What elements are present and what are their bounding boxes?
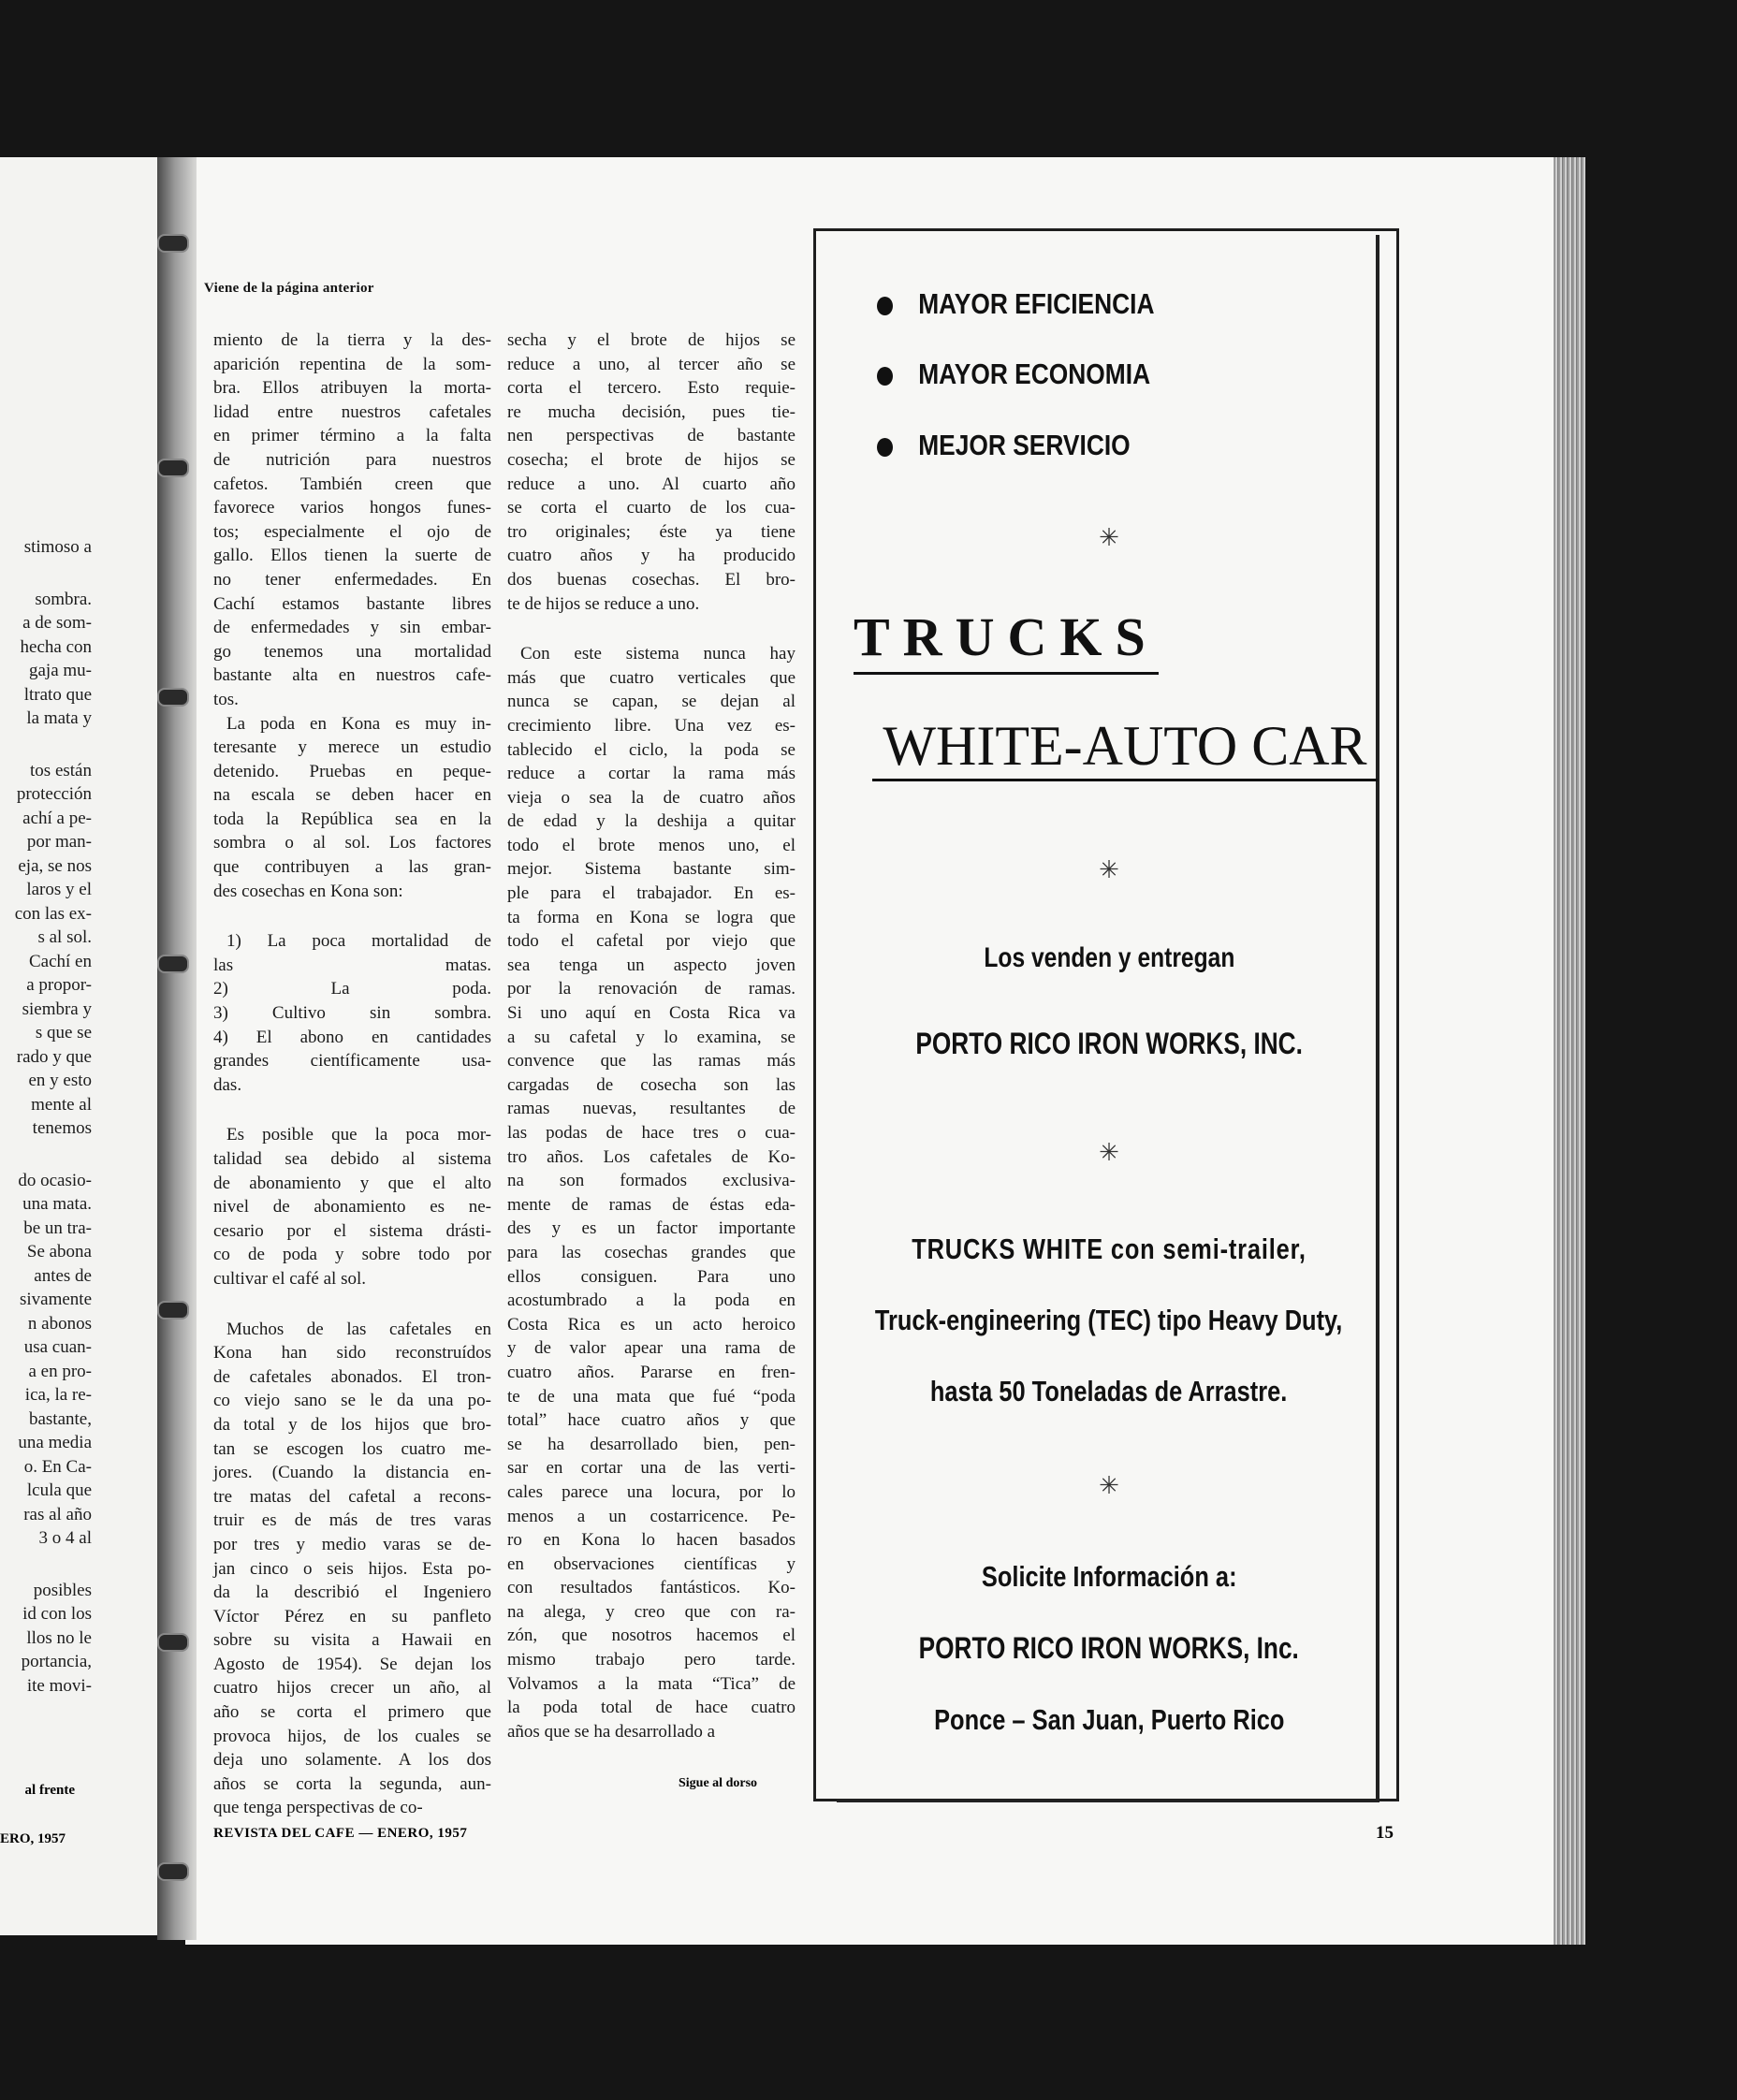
text-line: provoca hijos, de los cuales se — [213, 1726, 491, 1746]
text-line: cultivar el café al sol. — [213, 1268, 367, 1289]
text-line: más que cuatro verticales que — [507, 667, 796, 688]
text-line: ellos consiguen. Para uno — [507, 1266, 796, 1287]
text-line: reduce a uno, al tercer año se — [507, 354, 796, 374]
text-line: mente al — [31, 1094, 92, 1115]
text-line: tan se escogen los cuatro me- — [213, 1438, 491, 1459]
ad-spec-line: Truck-engineering (TEC) tipo Heavy Duty, — [875, 1304, 1343, 1336]
binder-ring — [157, 1301, 189, 1320]
text-line: sea tenga un aspecto joven — [507, 955, 796, 975]
text-line: Volvamos a la mata “Tica” de — [507, 1673, 796, 1694]
text-line: por man- — [26, 832, 92, 852]
text-line: re mucha decisión, pues tie- — [507, 401, 796, 422]
text-line: mismo trabajo pero tarde. — [507, 1650, 796, 1670]
ad-company-contact: PORTO RICO IRON WORKS, Inc. — [918, 1631, 1300, 1665]
text-line: Es posible que la poca mor- — [226, 1125, 491, 1145]
text-line: sombra o al sol. Los factores — [213, 833, 491, 853]
page-stack-edge — [1554, 157, 1585, 1945]
text-line: que contribuyen a las gran- — [213, 857, 491, 878]
text-line: año se corta el primero que — [213, 1702, 491, 1723]
running-footer: REVISTA DEL CAFE — ENERO, 1957 — [213, 1826, 468, 1841]
text-line: cales parece una locura, por lo — [507, 1481, 796, 1502]
text-line: Agosto de 1954). Se dejan los — [213, 1654, 491, 1674]
text-line: bastante, — [28, 1408, 92, 1429]
text-line: cesario por el sistema drásti- — [213, 1220, 491, 1241]
facing-page-column — [0, 535, 92, 1698]
text-line: deja uno solamente. A los dos — [213, 1750, 491, 1771]
text-line: sobre su visita a Hawaii en — [213, 1630, 491, 1651]
facing-page — [0, 157, 168, 1935]
text-line: eja, se nos — [18, 855, 92, 876]
text-line: lidad entre nuestros cafetales — [213, 401, 491, 422]
text-line: por la renovación de ramas. — [507, 979, 796, 999]
text-line: des cosechas en Kona son: — [213, 881, 403, 901]
text-line: convence que las ramas más — [507, 1051, 796, 1072]
text-line: Kona han sido reconstruídos — [213, 1343, 491, 1364]
ad-request-info: Solicite Información a: — [981, 1560, 1237, 1593]
binder-ring — [157, 459, 189, 477]
text-line: años se corta la segunda, aun- — [213, 1773, 491, 1794]
text-line: ras al año — [23, 1504, 92, 1524]
asterisk-ornament-icon: ✳ — [1099, 1139, 1119, 1166]
text-line: de abonamiento y que el alto — [213, 1173, 491, 1193]
text-line: tro años. Los cafetales de Ko- — [507, 1146, 796, 1167]
text-line: ltrato que — [23, 684, 92, 705]
text-line: ramas nuevas, resultantes de — [507, 1099, 796, 1119]
text-line: be un tra- — [23, 1218, 92, 1238]
text-line: 3 o 4 al — [38, 1528, 92, 1548]
text-line: das. — [213, 1074, 242, 1095]
text-line: tos; especialmente el ojo de — [213, 521, 491, 542]
text-line: tenemos — [32, 1118, 92, 1138]
ad-bullet-text: MEJOR SERVICIO — [918, 429, 1131, 461]
binder-ring — [157, 688, 189, 707]
asterisk-ornament-icon: ✳ — [1099, 524, 1119, 551]
text-line: en observaciones científicas y — [507, 1553, 796, 1574]
text-line: ro en Kona lo hacen basados — [507, 1530, 796, 1551]
text-line: sar en cortar una de las verti- — [507, 1458, 796, 1479]
text-line: bastante alta en nuestros cafe- — [213, 665, 491, 686]
ad-bullet — [877, 357, 1150, 391]
text-line: cuatro años. Pararse en fren- — [507, 1362, 796, 1382]
text-line: hecha con — [20, 636, 92, 657]
text-line: de edad y la deshija a quitar — [507, 811, 796, 832]
text-line: go tenemos una mortalidad — [213, 641, 491, 662]
text-line: acostumbrado a la poda en — [507, 1291, 796, 1311]
text-line: tablecido el ciclo, la poda se — [507, 739, 796, 760]
text-line: co de poda y sobre todo por — [213, 1245, 491, 1265]
text-line: a de som- — [22, 613, 92, 633]
text-line: gaja mu- — [28, 661, 92, 680]
text-line: total” hace cuatro años y que — [507, 1410, 796, 1431]
text-line: Víctor Pérez en su panfleto — [213, 1606, 491, 1626]
text-line: en primer término a la falta — [213, 426, 491, 446]
binder-ring — [157, 955, 189, 973]
text-line: Cachí en — [28, 951, 92, 971]
text-line: sombra. — [35, 589, 92, 609]
text-line: n abonos — [27, 1313, 92, 1334]
binder-ring — [157, 1862, 189, 1881]
text-line: achí a pe- — [22, 808, 92, 828]
text-line: 1) La poca mortalidad de — [226, 931, 491, 952]
text-line: nivel de abonamiento es ne- — [213, 1197, 491, 1218]
text-line: con resultados fantásticos. Ko- — [507, 1578, 796, 1598]
paragraph-gap — [213, 903, 491, 929]
text-line: o. En Ca- — [23, 1456, 92, 1477]
text-line: la poda total de hace cuatro — [507, 1698, 796, 1718]
text-line: de nutrición para nuestros — [213, 449, 491, 470]
paragraph-gap — [0, 1551, 92, 1579]
ad-bullet — [877, 287, 1155, 321]
text-line: las matas. — [213, 955, 491, 975]
text-line: 4) El abono en cantidades — [213, 1027, 491, 1047]
ad-trucks-heading: TRUCKS — [854, 605, 1159, 675]
text-line: vieja o sea la de cuatro años — [507, 787, 796, 808]
text-line: Si uno aquí en Costa Rica va — [507, 1003, 796, 1024]
text-line: rado y que — [16, 1046, 92, 1067]
text-line: aparición repentina de la som- — [213, 354, 491, 374]
text-line: toda la República sea en la — [213, 809, 491, 829]
text-line: ta forma en Kona se logra que — [507, 907, 796, 927]
paragraph-gap — [0, 1141, 92, 1169]
text-line: una mata. — [22, 1194, 92, 1214]
text-line: teresante y merece un estudio — [213, 737, 491, 758]
binder-ring — [157, 234, 189, 253]
text-line: posibles — [33, 1580, 92, 1600]
text-line: Con este sistema nunca hay — [520, 644, 796, 664]
text-line: do ocasio- — [18, 1170, 92, 1190]
text-line: antes de — [34, 1265, 92, 1286]
page-number: 15 — [1376, 1823, 1394, 1843]
text-line: que tenga perspectivas de co- — [213, 1798, 423, 1818]
text-line: dos buenas cosechas. El bro- — [507, 569, 796, 590]
text-line: de enfermedades y sin embar- — [213, 618, 491, 638]
text-line: gallo. Ellos tienen la suerte de — [213, 546, 491, 566]
text-line: talidad sea debido al sistema — [213, 1149, 491, 1169]
text-line: ple para el trabajador. En es- — [507, 883, 796, 904]
ad-bullet-text: MAYOR EFICIENCIA — [918, 287, 1155, 320]
text-line: La poda en Kona es muy in- — [226, 713, 491, 734]
text-line: Muchos de las cafetales en — [226, 1319, 491, 1339]
text-line: bra. Ellos atribuyen la morta- — [213, 378, 491, 399]
paragraph-gap — [0, 560, 92, 588]
text-line: usa cuan- — [23, 1337, 92, 1357]
text-line: corta el tercero. Esto requie- — [507, 378, 796, 399]
text-line: ica, la re- — [24, 1385, 92, 1405]
text-line: a propor- — [26, 975, 92, 995]
continued-note: Sigue al dorso — [679, 1776, 758, 1790]
text-line: a en pro- — [28, 1361, 92, 1381]
text-line: nunca se capan, se dejan al — [507, 692, 796, 712]
article-column-2 — [507, 328, 796, 1743]
text-line: siembra y — [22, 999, 92, 1019]
text-line: cuatro hijos crecer un año, al — [213, 1678, 491, 1699]
text-line: secha y el brote de hijos se — [507, 330, 796, 350]
text-line: grandes científicamente usa- — [213, 1051, 491, 1072]
facing-page-running-foot: ERO, 1957 — [0, 1831, 66, 1846]
text-line: una media — [18, 1433, 92, 1452]
text-line: tre matas del cafetal a recons- — [213, 1486, 491, 1507]
advertisement — [813, 228, 1399, 1801]
text-line: se corta el cuarto de los cua- — [507, 498, 796, 518]
text-line: con las ex- — [14, 903, 92, 924]
text-line: tro originales; éste ya tiene — [507, 521, 796, 542]
text-line: cafetos. También creen que — [213, 474, 491, 494]
text-line: da total y de los hijos que bro- — [213, 1414, 491, 1435]
ad-bullet — [877, 429, 1131, 462]
text-line: mente de ramas de éstas eda- — [507, 1194, 796, 1215]
asterisk-ornament-icon: ✳ — [1099, 1472, 1119, 1499]
text-line: tos están — [30, 760, 92, 780]
text-line: truir es de más de tres varas — [213, 1510, 491, 1531]
text-line: co viejo sano se le da una po- — [213, 1391, 491, 1411]
binder-ring — [157, 1633, 189, 1652]
text-line: años que se ha desarrollado a — [507, 1721, 716, 1742]
text-line: te de hijos se reduce a uno. — [507, 593, 700, 614]
text-line: todo el cafetal por viejo que — [507, 931, 796, 952]
text-line: la mata y — [26, 708, 92, 728]
ad-address: Ponce – San Juan, Puerto Rico — [933, 1703, 1285, 1736]
text-line: por tres y medio varas se de- — [213, 1534, 491, 1554]
text-line: en y esto — [28, 1071, 92, 1090]
facing-page-footer: al frente — [24, 1783, 75, 1798]
text-line: sivamente — [19, 1290, 92, 1309]
text-line: se ha desarrollado bien, pen- — [507, 1434, 796, 1454]
text-line: reduce a uno. Al cuarto año — [507, 474, 796, 494]
text-line: para las cosechas grandes que — [507, 1242, 796, 1262]
text-line: miento de la tierra y la des- — [213, 330, 491, 350]
bullet-dot-icon — [877, 297, 893, 315]
text-line: menos a un costarricence. Pe- — [507, 1506, 796, 1526]
text-line: na son formados exclusiva- — [507, 1171, 796, 1191]
text-line: tos. — [213, 689, 239, 709]
ad-spec-line: hasta 50 Toneladas de Arrastre. — [930, 1375, 1288, 1407]
text-line: des y es un factor importante — [507, 1218, 796, 1239]
text-line: na alega, y creo que con ra- — [507, 1601, 796, 1622]
paragraph-gap — [213, 1097, 491, 1123]
ad-brand-name: WHITE-AUTO CAR — [872, 714, 1378, 781]
text-line: da la describió el Ingeniero — [213, 1582, 491, 1603]
text-line: cosecha; el brote de hijos se — [507, 449, 796, 470]
text-line: detenido. Pruebas en peque- — [213, 761, 491, 781]
text-line: jores. (Cuando la distancia en- — [213, 1463, 491, 1483]
ad-bullet-text: MAYOR ECONOMIA — [918, 357, 1151, 390]
text-line: zón, que nosotros hacemos el — [507, 1626, 796, 1646]
text-line: te de una mata que fué “poda — [507, 1386, 796, 1407]
text-line: no tener enfermedades. En — [213, 569, 491, 590]
ad-spec-line: TRUCKS WHITE con semi-trailer, — [912, 1232, 1306, 1265]
continued-from-header: Viene de la página anterior — [204, 281, 374, 296]
text-line: jan cinco o seis hijos. Esta po- — [213, 1558, 491, 1579]
text-line: portancia, — [21, 1652, 92, 1671]
text-line: laros y el — [26, 880, 92, 899]
text-line: lcula que — [26, 1480, 92, 1500]
paragraph-gap — [213, 1291, 491, 1318]
paragraph-gap — [0, 731, 92, 759]
text-line: de cafetales abonados. El tron- — [213, 1366, 491, 1387]
text-line: Cachí estamos bastante libres — [213, 593, 491, 614]
text-line: protección — [16, 784, 92, 804]
text-line: na escala se deben hacer en — [213, 785, 491, 806]
article-column-1 — [213, 328, 491, 1820]
asterisk-ornament-icon: ✳ — [1099, 856, 1119, 883]
text-line: cuatro años y ha producido — [507, 546, 796, 566]
text-line: a su cafetal y lo examina, se — [507, 1027, 796, 1047]
text-line: stimoso a — [23, 537, 92, 557]
text-line: mejor. Sistema bastante sim- — [507, 859, 796, 880]
text-line: id con los — [22, 1604, 92, 1624]
bullet-dot-icon — [877, 367, 893, 386]
text-line: y de valor apear una rama de — [507, 1338, 796, 1359]
binding-gutter — [157, 157, 197, 1940]
text-line: crecimiento libre. Una vez es- — [507, 715, 796, 736]
text-line: las podas de hace tres o cua- — [507, 1123, 796, 1143]
text-line: 2) La poda. — [213, 979, 491, 999]
text-line: favorece varios hongos funes- — [213, 498, 491, 518]
paragraph-gap — [507, 616, 796, 642]
text-line: llos no le — [26, 1627, 92, 1648]
bullet-dot-icon — [877, 438, 893, 457]
text-line: 3) Cultivo sin sombra. — [213, 1003, 491, 1024]
text-line: cargadas de cosecha son las — [507, 1074, 796, 1095]
text-line: todo el brote menos uno, el — [507, 835, 796, 855]
ad-sold-by: Los venden y entregan — [984, 942, 1234, 973]
text-line: reduce a cortar la rama más — [507, 764, 796, 784]
text-line: s al sol. — [37, 927, 92, 947]
text-line: ite movi- — [26, 1675, 92, 1696]
text-line: s que se — [35, 1023, 92, 1043]
text-line: nen perspectivas de bastante — [507, 426, 796, 446]
text-line: Se abona — [26, 1242, 92, 1261]
text-line: Costa Rica es un acto heroico — [507, 1314, 796, 1334]
ad-company: PORTO RICO IRON WORKS, INC. — [915, 1027, 1303, 1060]
